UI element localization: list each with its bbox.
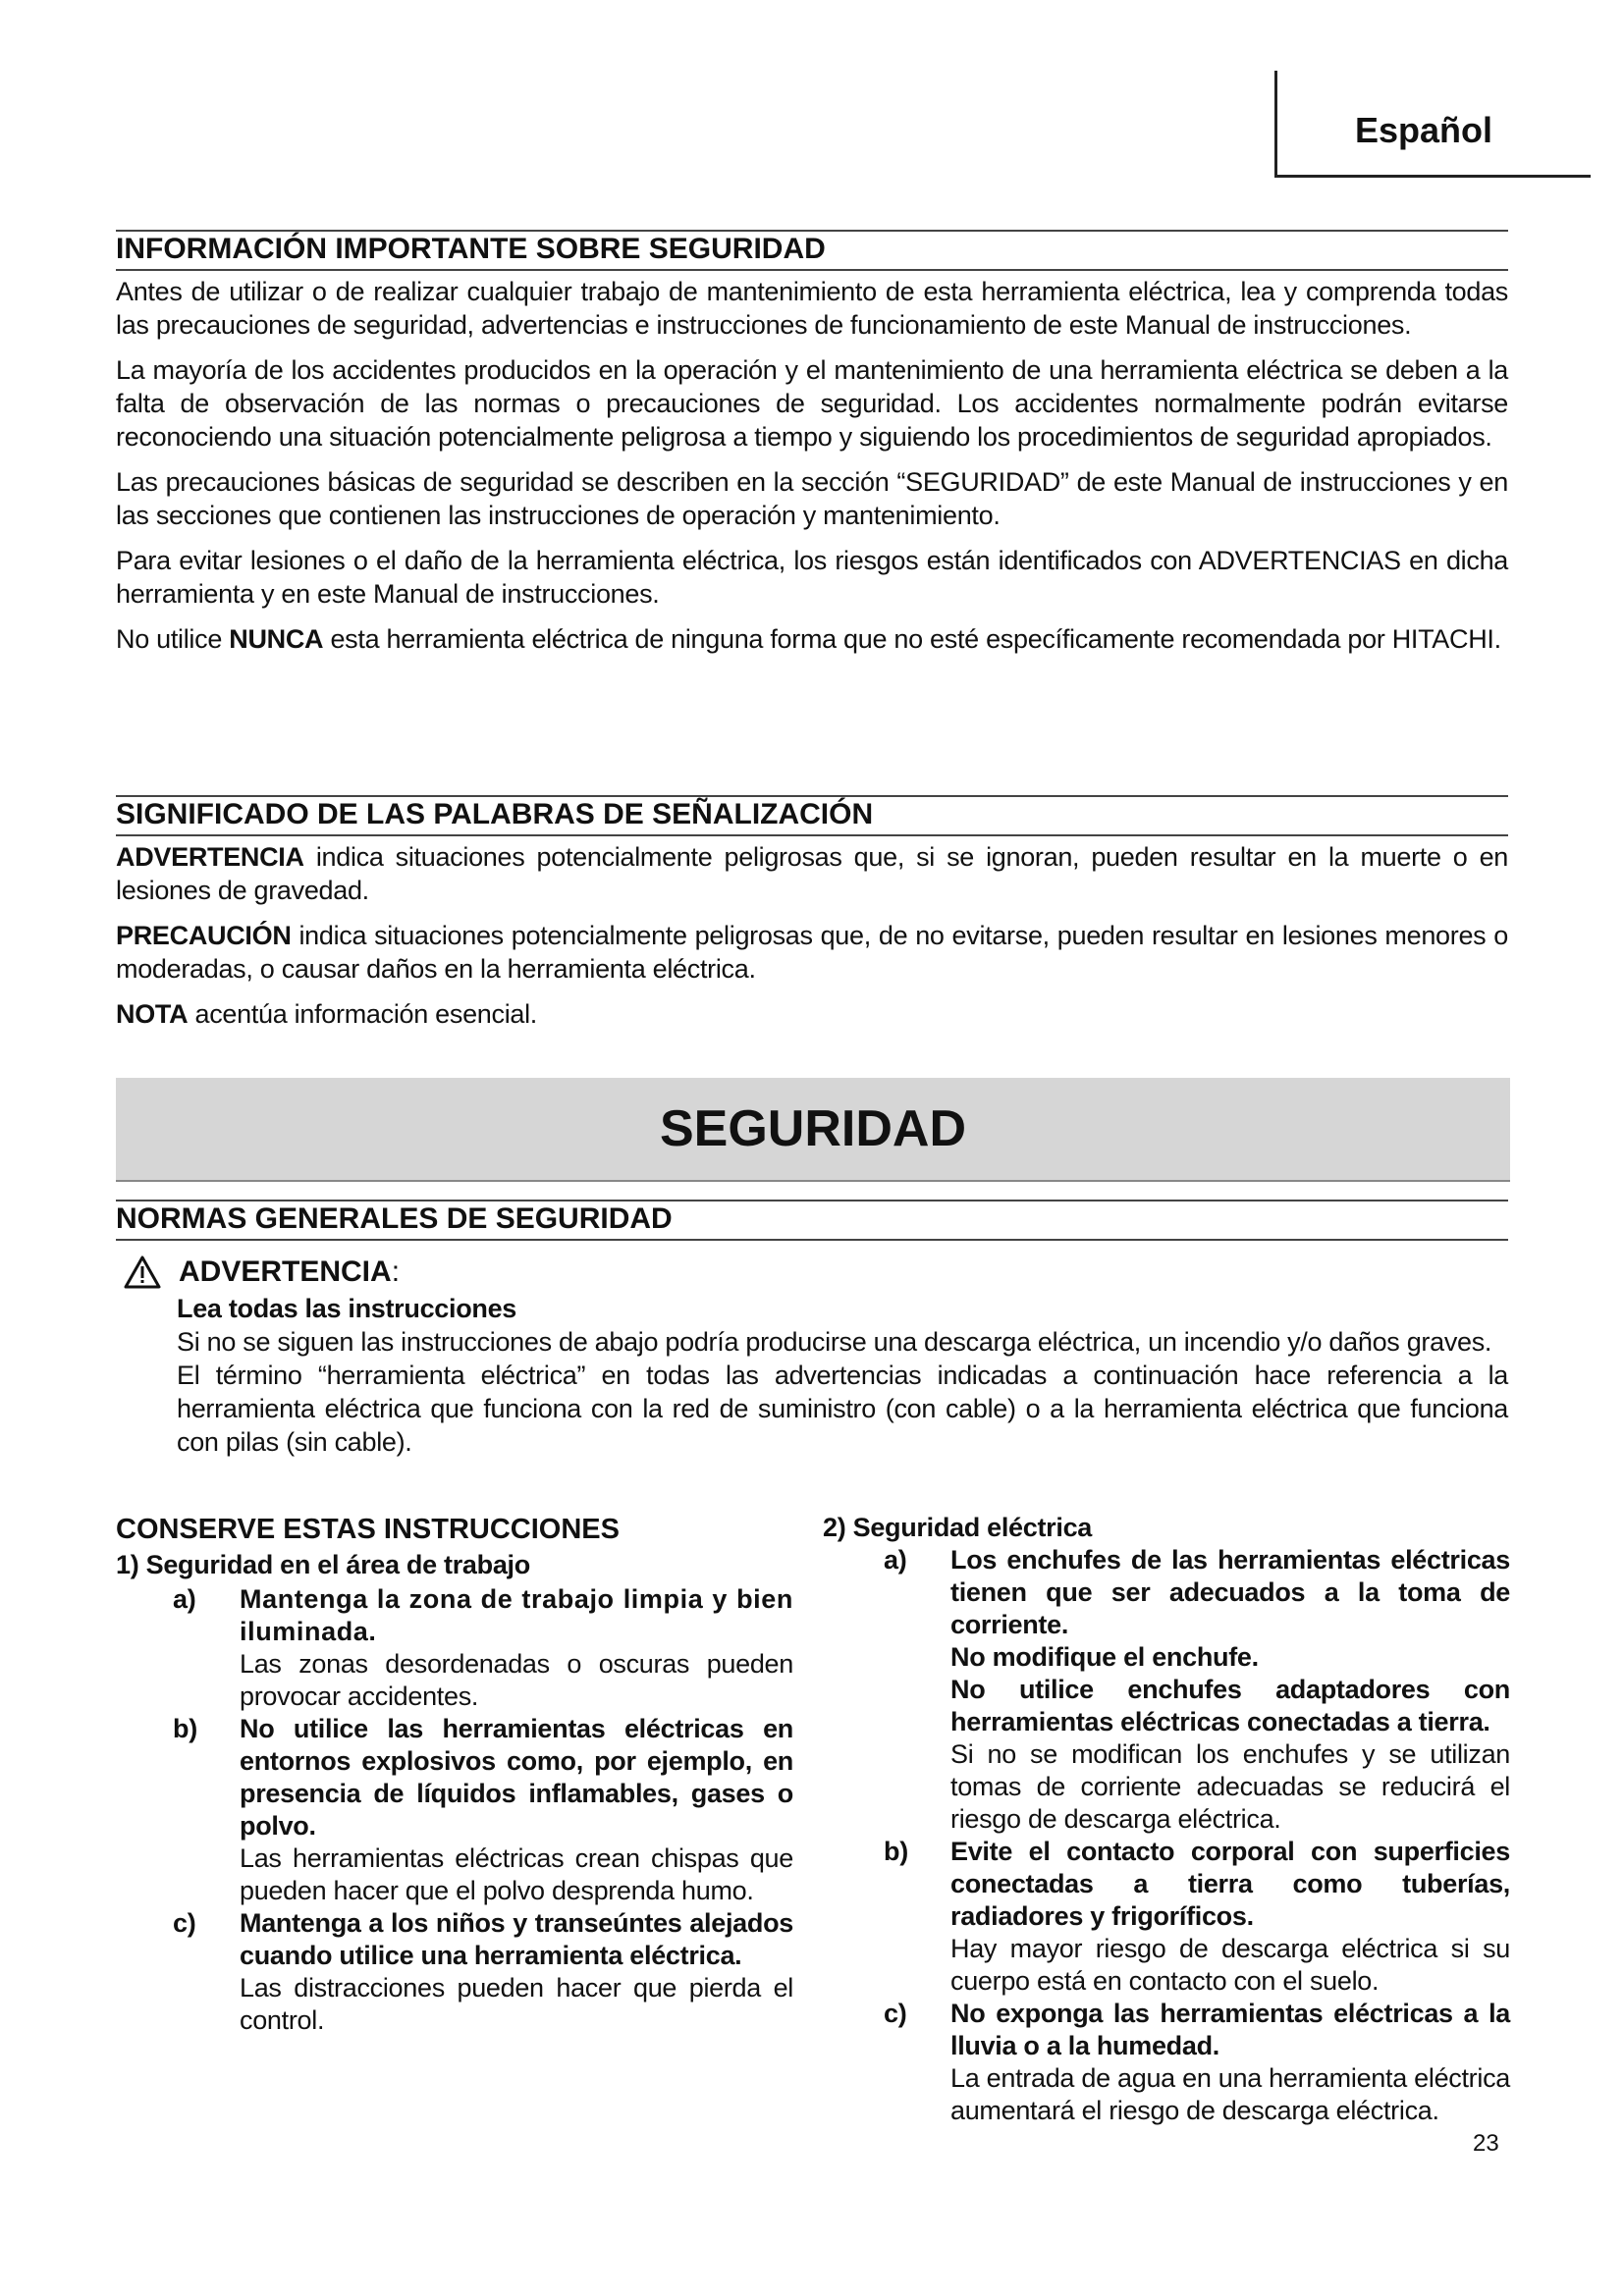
item-2a-title: Los enchufes de las herramientas eléctricas tienen que ser adecuados a la toma de corriente. (950, 1545, 1510, 1639)
language-label: Español (1355, 110, 1493, 150)
language-tab-border-left (1274, 71, 1277, 177)
language-tab-border-bottom (1274, 175, 1591, 178)
general-rules-body (177, 1292, 1508, 1459)
item-1a-label: a) (173, 1584, 196, 1614)
general-rules-p2: El término “herramienta eléctrica” en todas las advertencias indicadas a continuación hace referencia a la herramienta eléctrica que funciona con la red de suministro (con cable) o a la herramienta eléctrica que funciona con pilas (sin cable). (177, 1361, 1508, 1457)
general-rules-title: NORMAS GENERALES DE SEGURIDAD (116, 1202, 673, 1235)
rule-bottom-2 (116, 834, 1508, 836)
rule-bottom-1 (116, 269, 1508, 271)
item-2b-title: Evite el contacto corporal con superficies conectadas a tierra como tuberías, radiadores y frigoríficos. (950, 1837, 1510, 1931)
item-1b-title: No utilice las herramientas eléctricas en entornos explosivos como, por ejemplo, en presencia de líquidos inflamables, gases o polvo. (240, 1714, 793, 1841)
item-1b-text: Las herramientas eléctricas crean chispas que pueden hacer que el polvo desprenda humo. (240, 1843, 793, 1905)
signal-note (116, 997, 1508, 1031)
read-all-instructions: Lea todas las instrucciones (177, 1294, 517, 1323)
important-info-body (116, 275, 1508, 656)
warning-header (124, 1253, 400, 1292)
item-2a (823, 1544, 1510, 1836)
item-2a-sub2: No utilice enchufes adaptadores con herramientas eléctricas conectadas a tierra. (950, 1675, 1510, 1736)
item-1b (116, 1713, 793, 1907)
item-1c-title: Mantenga a los niños y transeúntes alejados cuando utilice una herramienta eléctrica. (240, 1908, 793, 1970)
warning-colon: : (391, 1255, 401, 1288)
item-2a-text: Si no se modifican los enchufes y se utilizan tomas de corriente adecuadas se reducirá el riesgo de descarga eléctrica. (950, 1739, 1510, 1834)
warning-triangle-icon (124, 1255, 161, 1289)
item-2c (823, 1998, 1510, 2127)
important-info-p5 (116, 622, 1508, 656)
keep-instructions-title: CONSERVE ESTAS INSTRUCCIONES (116, 1514, 620, 1545)
note-term: NOTA (116, 999, 189, 1029)
item-1a-title: Mantenga la zona de trabajo limpia y bien iluminada. (240, 1584, 793, 1646)
item-1a-text: Las zonas desordenadas o oscuras pueden provocar accidentes. (240, 1649, 793, 1711)
warning-term: ADVERTENCIA (116, 842, 304, 872)
item-1c (116, 1907, 793, 2037)
safety-banner (116, 1078, 1510, 1182)
electrical-section: 2) Seguridad eléctrica (823, 1513, 1093, 1542)
safety-banner-title: SEGURIDAD (659, 1100, 967, 1157)
item-1c-label: c) (173, 1908, 196, 1938)
item-1b-label: b) (173, 1714, 197, 1743)
warning-text: indica situaciones potencialmente peligrosas que, si se ignoran, pueden resultar en la muerte o en lesiones de gravedad. (116, 842, 1509, 905)
item-2a-label: a) (884, 1545, 907, 1575)
p5-pre: No utilice (116, 624, 223, 654)
p5-bold-never: NUNCA (229, 624, 324, 654)
signal-words-body (116, 840, 1508, 1031)
p5-post: esta herramienta eléctrica de ninguna forma que no esté específicamente recomendada por HITACHI. (330, 624, 1501, 654)
item-2b-text: Hay mayor riesgo de descarga eléctrica si su cuerpo está en contacto con el suelo. (950, 1934, 1510, 1996)
item-2b (823, 1836, 1510, 1998)
warning-label: ADVERTENCIA (179, 1255, 392, 1288)
right-column (823, 1512, 1510, 2127)
item-1a (116, 1583, 793, 1713)
item-2c-text: La entrada de agua en una herramienta eléctrica aumentará el riesgo de descarga eléctrica. (950, 2063, 1510, 2125)
rule-bottom-3 (116, 1239, 1508, 1241)
signal-words-title: SIGNIFICADO DE LAS PALABRAS DE SEÑALIZACIÓN (116, 798, 874, 830)
item-2a-sub1: No modifique el enchufe. (950, 1642, 1259, 1672)
signal-caution (116, 919, 1508, 986)
important-info-p3: Las precauciones básicas de seguridad se describen en la sección “SEGURIDAD” de este Manual de instrucciones y en las secciones que contienen las instrucciones de operación y mantenimiento. (116, 467, 1508, 530)
page-number: 23 (1473, 2130, 1499, 2157)
left-column (116, 1512, 793, 2037)
item-2c-title: No exponga las herramientas eléctricas a la lluvia o a la humedad. (950, 1999, 1510, 2060)
note-text: acentúa información esencial. (194, 999, 538, 1029)
signal-warning (116, 840, 1508, 907)
work-area-section: 1) Seguridad en el área de trabajo (116, 1550, 530, 1579)
item-2b-label: b) (884, 1837, 908, 1866)
caution-term: PRECAUCIÓN (116, 921, 292, 950)
general-rules-p1: Si no se siguen las instrucciones de abajo podría producirse una descarga eléctrica, un incendio y/o daños graves. (177, 1327, 1492, 1357)
important-info-p2: La mayoría de los accidentes producidos en la operación y el mantenimiento de una herramienta eléctrica se deben a la falta de observación de las normas o precauciones de seguridad. Los accidentes normalmente podrán evitarse reconociendo una situación potencialmente peligrosa a tiempo y siguiendo los procedimientos de seguridad apropiados. (116, 355, 1508, 452)
important-info-title: INFORMACIÓN IMPORTANTE SOBRE SEGURIDAD (116, 233, 826, 265)
important-info-p4: Para evitar lesiones o el daño de la herramienta eléctrica, los riesgos están identificados con ADVERTENCIAS en dicha herramienta y en este Manual de instrucciones. (116, 546, 1508, 609)
item-2c-label: c) (884, 1999, 907, 2028)
important-info-p1: Antes de utilizar o de realizar cualquier trabajo de mantenimiento de esta herramienta eléctrica, lea y comprenda todas las precauciones de seguridad, advertencias e instrucciones de funcionamiento de este Manual de instrucciones. (116, 277, 1508, 340)
item-1c-text: Las distracciones pueden hacer que pierda el control. (240, 1973, 793, 2035)
caution-text: indica situaciones potencialmente peligrosas que, de no evitarse, pueden resultar en lesiones menores o moderadas, o causar daños en la herramienta eléctrica. (116, 921, 1509, 984)
